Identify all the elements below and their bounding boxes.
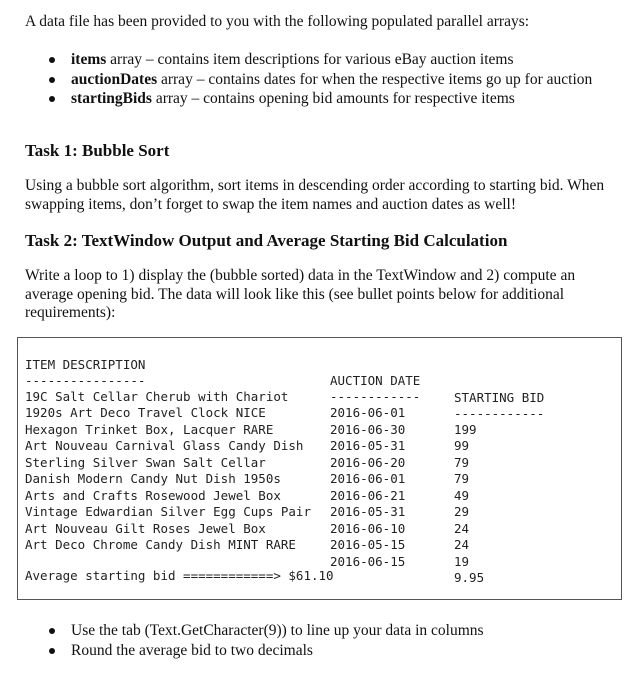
intro-text: A data file has been provided to you with the following populated parallel arrays: (25, 13, 530, 30)
starting-bid: 24 (454, 537, 470, 552)
starting-bid: 19 (454, 553, 470, 569)
item-description: Vintage Edwardian Silver Egg Cups Pair (25, 504, 311, 519)
divider: ------------ (330, 389, 421, 404)
starting-bid: 199 (454, 421, 477, 437)
average-starting-bid-line: Average starting bid ============> $61.10 (25, 568, 334, 583)
auction-date: 2016-05-31 (330, 504, 406, 519)
array-name: auctionDates (71, 70, 158, 88)
auction-date: 2016-06-20 (330, 454, 406, 470)
requirements-list (47, 621, 484, 660)
textwindow-output-box (17, 337, 622, 600)
item-description: 1920s Art Deco Travel Clock NICE (25, 405, 266, 420)
auction-date: 2016-06-10 (330, 520, 406, 536)
item-description: Sterling Silver Swan Salt Cellar (25, 454, 266, 470)
auction-date: 2016-06-15 (330, 553, 406, 569)
starting-bid: 99 (454, 438, 470, 453)
starting-bid: 29 (454, 504, 470, 519)
array-name: startingBids (71, 90, 152, 107)
auction-date: 2016-05-31 (330, 438, 406, 453)
item-description: Danish Modern Candy Nut Dish 1950s (25, 471, 281, 486)
array-description: array – contains dates for when the respective items go up for auction (157, 70, 593, 88)
item-description: Art Deco Chrome Candy Dish MINT RARE (25, 537, 296, 552)
auction-date: 2016-06-01 (330, 471, 406, 486)
auction-date: 2016-06-21 (330, 487, 406, 503)
item-description: 19C Salt Cellar Cherub with Chariot (25, 388, 289, 404)
list-item: Round the average bid to two decimals (47, 641, 484, 661)
item-description: Hexagon Trinket Box, Lacquer RARE (25, 421, 274, 437)
task1-heading: Task 1: Bubble Sort (25, 141, 170, 160)
starting-bid: 9.95 (454, 570, 485, 585)
header-auction-date: AUCTION DATE (330, 373, 421, 388)
task1-text: Using a bubble sort algorithm, sort items in descending order according to starting bid. When swapping items, don’t forget to swap the item names and auction dates as well! (25, 177, 605, 213)
starting-bid: 49 (454, 487, 470, 503)
auction-date: 2016-05-15 (330, 537, 406, 552)
task2-text: Write a loop to 1) display the (bubble sorted) data in the TextWindow and 2) compute an average opening bid. The data will look like this (see bullet points below for additional requirements): (25, 267, 576, 321)
divider: ---------------- (25, 372, 146, 388)
starting-bid: 79 (454, 471, 470, 486)
list-item (47, 89, 592, 109)
auction-date: 2016-06-01 (330, 405, 406, 420)
list-item (47, 70, 592, 90)
array-name: items (71, 51, 107, 68)
item-description: Arts and Crafts Rosewood Jewel Box (25, 487, 281, 503)
list-item (47, 50, 592, 70)
list-item: Use the tab (Text.GetCharacter(9)) to line up your data in columns (47, 621, 484, 641)
starting-bid: 24 (454, 520, 470, 536)
array-description: array – contains opening bid amounts for respective items (151, 90, 515, 107)
array-description: array – contains item descriptions for various eBay auction items (106, 51, 514, 68)
item-description: Art Nouveau Gilt Roses Jewel Box (25, 520, 266, 536)
arrays-list (47, 50, 592, 109)
item-description: Art Nouveau Carnival Glass Candy Dish (25, 438, 304, 453)
task2-heading: Task 2: TextWindow Output and Average Starting Bid Calculation (25, 231, 508, 250)
header-item-description: ITEM DESCRIPTION (25, 356, 146, 372)
header-starting-bid: STARTING BID (454, 389, 545, 405)
starting-bid: 79 (454, 454, 470, 470)
divider: ------------ (454, 405, 545, 421)
auction-date: 2016-06-30 (330, 421, 406, 437)
